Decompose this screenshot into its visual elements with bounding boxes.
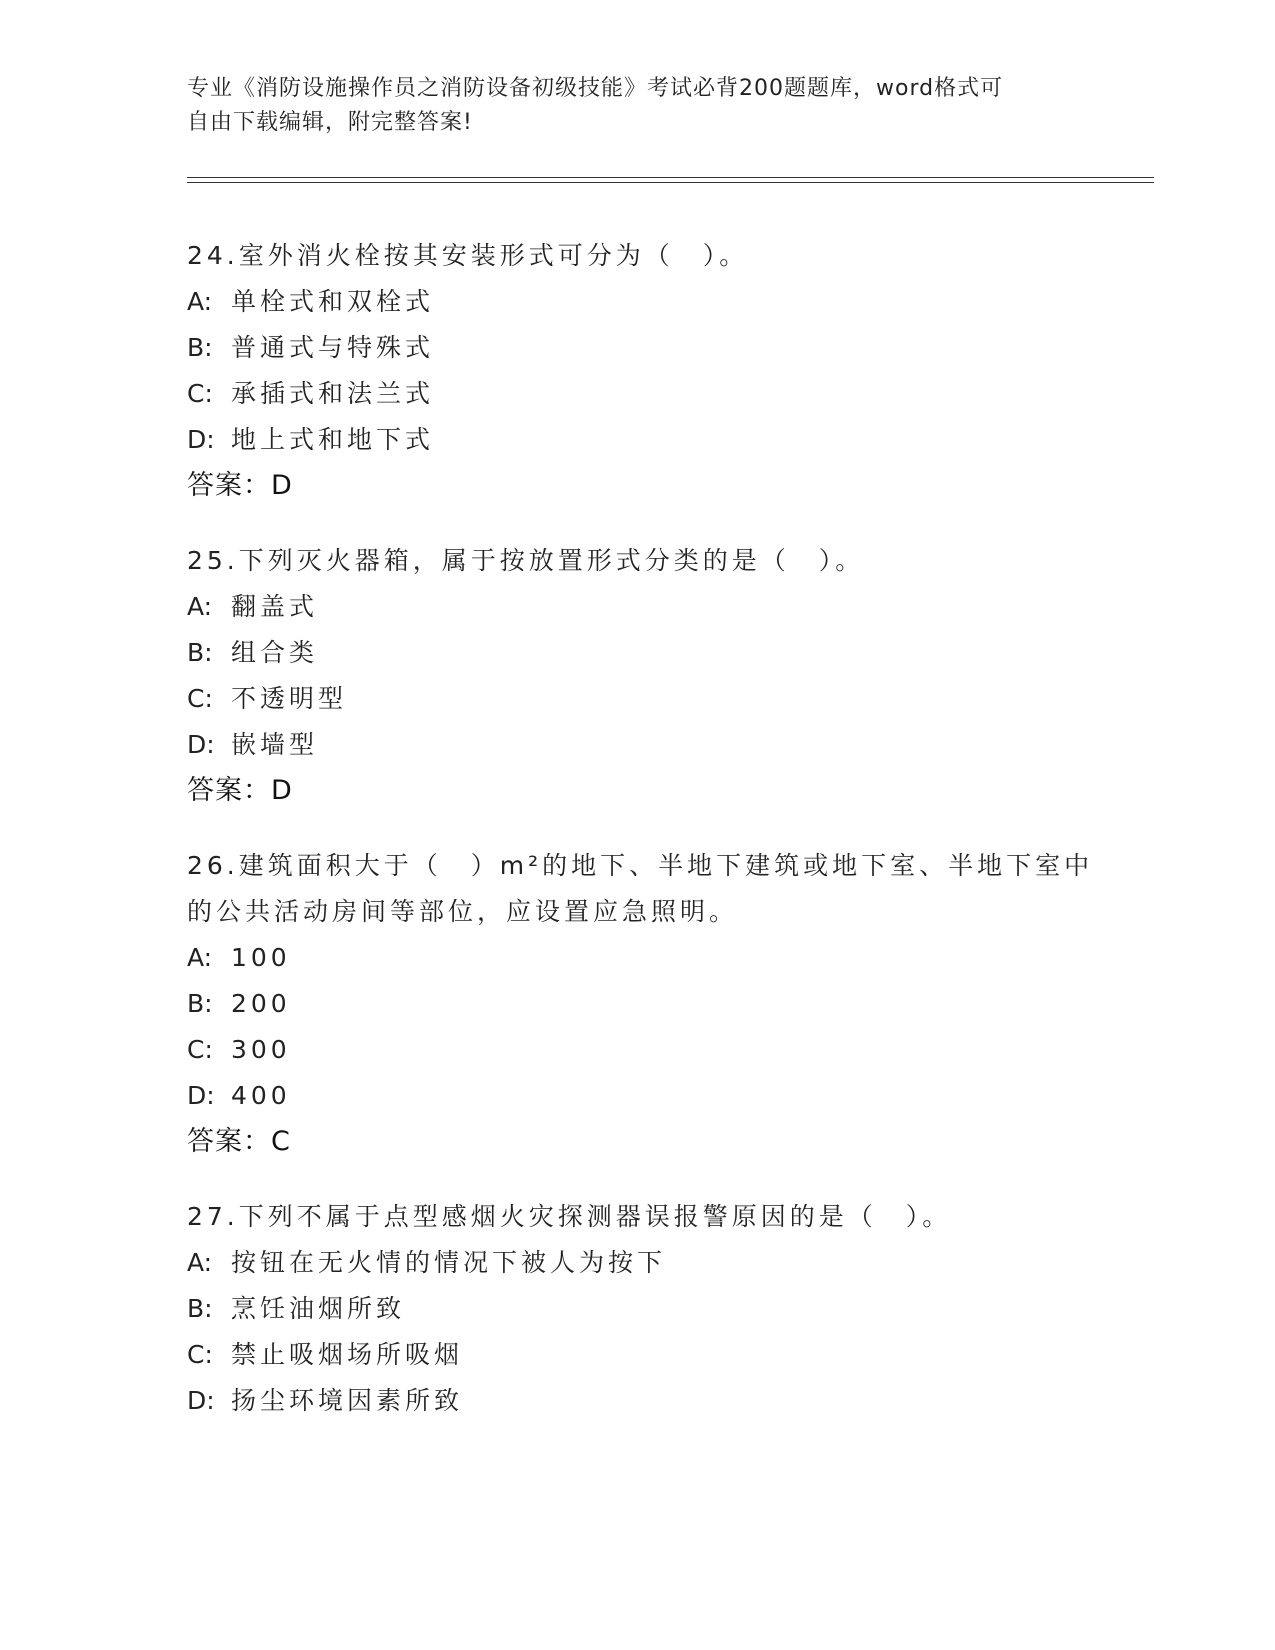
question-stem-line: 的公共活动房间等部位，应设置应急照明。 <box>187 897 739 926</box>
question-25 <box>187 538 1087 814</box>
option-b <box>187 981 1087 1027</box>
option-text: 100 <box>231 943 291 972</box>
question-stem <box>187 233 1087 279</box>
option-letter: C: <box>187 379 213 408</box>
option-c <box>187 1332 1087 1378</box>
option-letter: D: <box>187 1081 215 1110</box>
option-text: 组合类 <box>231 638 319 667</box>
option-letter: D: <box>187 1386 215 1415</box>
option-text: 400 <box>231 1081 291 1110</box>
option-letter: A: <box>187 287 213 316</box>
option-letter: B: <box>187 1294 213 1323</box>
answer-label: 答案：C <box>187 1126 291 1157</box>
option-text: 地上式和地下式 <box>231 425 435 454</box>
option-a <box>187 935 1087 981</box>
question-27 <box>187 1194 1087 1424</box>
option-letter: B: <box>187 989 213 1018</box>
header-line-2: 自由下载编辑，附完整答案! <box>187 110 473 135</box>
option-a <box>187 279 1087 325</box>
option-text: 普通式与特殊式 <box>231 333 435 362</box>
question-stem-line: 24.室外消火栓按其安装形式可分为（ ）。 <box>187 241 749 270</box>
answer-label: 答案：D <box>187 470 293 501</box>
option-letter: C: <box>187 1340 213 1369</box>
document-header <box>187 72 1087 140</box>
option-text: 300 <box>231 1035 291 1064</box>
option-letter: A: <box>187 943 213 972</box>
option-c <box>187 371 1087 417</box>
question-stem <box>187 1194 1087 1240</box>
option-letter: A: <box>187 592 213 621</box>
option-text: 烹饪油烟所致 <box>231 1294 406 1323</box>
option-d <box>187 1378 1087 1424</box>
option-text: 200 <box>231 989 291 1018</box>
header-line-1: 专业《消防设施操作员之消防设备初级技能》考试必背200题题库，word格式可 <box>187 76 1004 101</box>
answer-label: 答案：D <box>187 775 293 806</box>
question-24 <box>187 233 1087 509</box>
option-text: 单栓式和双栓式 <box>231 287 435 316</box>
option-b <box>187 325 1087 371</box>
option-d <box>187 1073 1087 1119</box>
option-text: 按钮在无火情的情况下被人为按下 <box>231 1248 667 1277</box>
option-text: 翻盖式 <box>231 592 319 621</box>
question-26 <box>187 843 1094 1165</box>
option-text: 嵌墙型 <box>231 730 319 759</box>
question-stem-line: 25.下列灭火器箱，属于按放置形式分类的是（ ）。 <box>187 546 865 575</box>
option-b <box>187 630 1087 676</box>
option-letter: A: <box>187 1248 213 1277</box>
option-d <box>187 722 1087 768</box>
option-text: 禁止吸烟场所吸烟 <box>231 1340 464 1369</box>
option-letter: C: <box>187 684 213 713</box>
header-divider-top <box>187 177 1154 178</box>
option-letter: D: <box>187 425 215 454</box>
question-stem-line: 26.建筑面积大于（ ）m²的地下、半地下建筑或地下室、半地下室中 <box>187 851 1094 880</box>
option-d <box>187 417 1087 463</box>
option-c <box>187 676 1087 722</box>
option-a <box>187 584 1087 630</box>
question-stem-line: 27.下列不属于点型感烟火灾探测器误报警原因的是（ ）。 <box>187 1202 952 1231</box>
option-letter: D: <box>187 730 215 759</box>
option-c <box>187 1027 1087 1073</box>
header-divider-bottom <box>187 182 1154 183</box>
option-letter: B: <box>187 638 213 667</box>
question-stem <box>187 538 1087 584</box>
option-text: 承插式和法兰式 <box>231 379 435 408</box>
option-letter: C: <box>187 1035 213 1064</box>
question-stem <box>187 843 1094 935</box>
option-letter: B: <box>187 333 213 362</box>
option-b <box>187 1286 1087 1332</box>
question-list <box>187 233 1094 1453</box>
option-text: 不透明型 <box>231 684 348 713</box>
option-text: 扬尘环境因素所致 <box>231 1386 464 1415</box>
option-a <box>187 1240 1087 1286</box>
